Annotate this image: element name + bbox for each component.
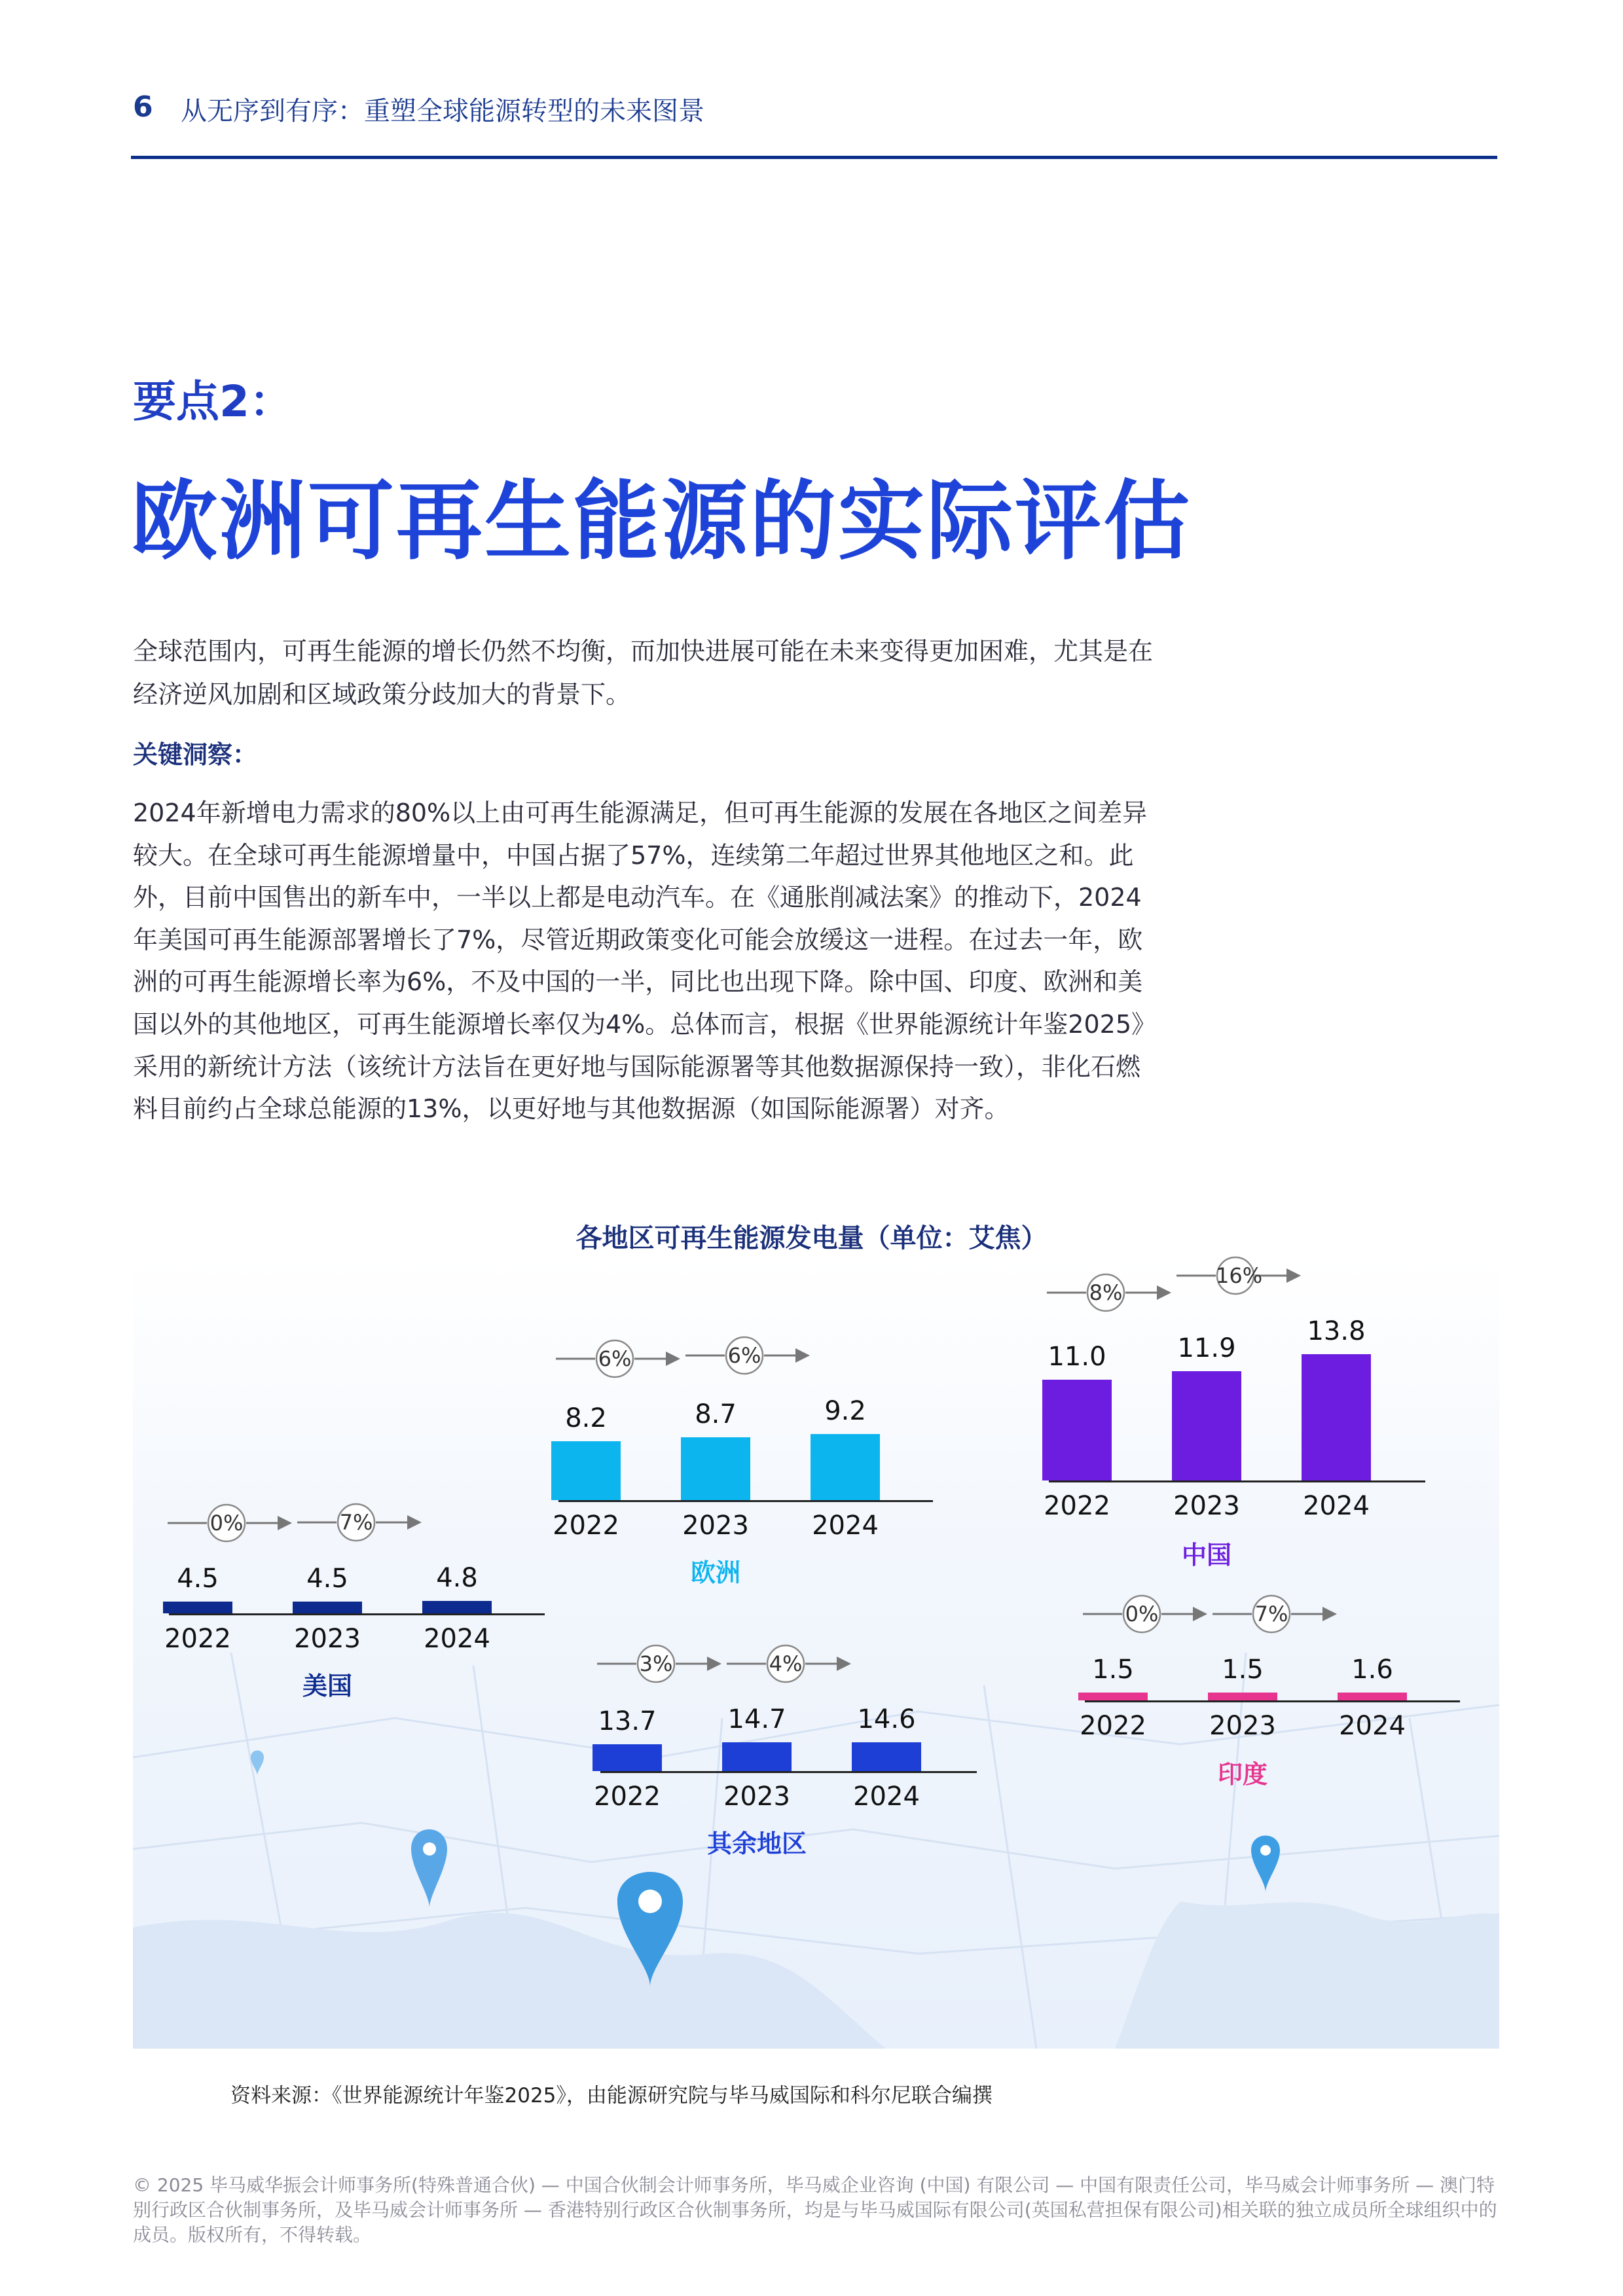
bar-us-2024 xyxy=(422,1601,492,1613)
value-label-us-2022: 4.5 xyxy=(177,1564,219,1594)
axis-line-rest xyxy=(600,1771,977,1773)
growth-indicator-us-2 xyxy=(337,1503,376,1542)
growth-indicator-europe-2 xyxy=(725,1336,764,1375)
year-label-rest-2023: 2023 xyxy=(723,1782,790,1812)
growth-label: 8% xyxy=(1089,1280,1123,1306)
year-label-rest-2024: 2024 xyxy=(853,1782,920,1812)
bar-china-2022 xyxy=(1042,1380,1112,1480)
page-number: 6 xyxy=(133,90,153,124)
growth-indicator-china-1 xyxy=(1086,1273,1125,1312)
region-label-us: 美国 xyxy=(302,1672,352,1700)
year-label-china-2023: 2023 xyxy=(1173,1491,1240,1521)
value-label-europe-2023: 8.7 xyxy=(695,1399,737,1430)
growth-indicator-us-1 xyxy=(207,1503,246,1543)
value-label-rest-2023: 14.7 xyxy=(727,1704,786,1734)
year-label-us-2022: 2022 xyxy=(164,1624,231,1654)
growth-indicator-rest-2 xyxy=(766,1644,805,1683)
bar-us-2023 xyxy=(293,1602,362,1613)
insights-heading: 关键洞察： xyxy=(133,740,258,769)
bar-rest-2024 xyxy=(852,1742,921,1771)
growth-label: 7% xyxy=(1254,1602,1288,1626)
intro-paragraph: 全球范围内，可再生能源的增长仍然不均衡，而加快进展可能在未来变得更加困难，尤其是在经济逆风加剧和区域政策分歧加大的背景下。 xyxy=(133,637,1154,709)
axis-line-china xyxy=(1049,1480,1425,1482)
value-label-europe-2022: 8.2 xyxy=(565,1403,607,1433)
bar-us-2022 xyxy=(163,1602,232,1613)
body-paragraph: 2024年新增电力需求的80%以上由可再生能源满足，但可再生能源的发展在各地区之间差异较大。在全球可再生能源增量中，中国占据了57%，连续第二年超过世界其他地区之和。此外，目前中国售出的新车中，一半以上都是电动汽车。在《通胀削减法案》的推动下，2024年美国可再生能源部署增长了7%，尽管近期政策变化可能会放缓这一进程。在过去一年，欧洲的可再生能源增长率为6%，不及中国的一半，同比也出现下降。除中国、印度、欧洲和美国以外的其他地区，可再生能源增长率仅为4%。总体而言，根据《世界能源统计年鉴2025》采用的新统计方法（该统计方法旨在更好地与国际能源署等其他数据源保持一致），非化石燃料目前约占全球总能源的13%，以更好地与其他数据源（如国际能源署）对齐。 xyxy=(133,798,1148,1124)
bar-europe-2022 xyxy=(551,1441,621,1500)
bar-rest-2023 xyxy=(722,1742,792,1771)
growth-indicator-rest-1 xyxy=(636,1644,676,1683)
region-label-europe: 欧洲 xyxy=(690,1558,740,1587)
growth-label: 0% xyxy=(1125,1602,1159,1626)
growth-indicator-india-2 xyxy=(1252,1594,1291,1634)
map-pin-icon xyxy=(1251,1836,1280,1893)
bar-india-2024 xyxy=(1338,1693,1407,1700)
value-label-us-2023: 4.5 xyxy=(306,1564,348,1594)
growth-indicator-india-1 xyxy=(1122,1594,1161,1634)
value-label-china-2024: 13.8 xyxy=(1307,1316,1366,1346)
value-label-india-2023: 1.5 xyxy=(1222,1655,1264,1685)
bar-china-2023 xyxy=(1172,1371,1241,1480)
axis-line-us xyxy=(169,1613,545,1615)
growth-label: 16% xyxy=(1216,1263,1263,1288)
year-label-india-2024: 2024 xyxy=(1339,1711,1406,1741)
bar-india-2023 xyxy=(1208,1693,1277,1700)
year-label-india-2023: 2023 xyxy=(1209,1711,1276,1741)
growth-label: 0% xyxy=(210,1511,244,1535)
growth-label: 6% xyxy=(727,1342,761,1368)
value-label-india-2022: 1.5 xyxy=(1092,1655,1134,1685)
bar-europe-2024 xyxy=(811,1434,880,1500)
value-label-us-2024: 4.8 xyxy=(436,1562,478,1593)
year-label-europe-2024: 2024 xyxy=(812,1511,879,1541)
region-label-rest: 其余地区 xyxy=(706,1829,807,1858)
header-divider xyxy=(131,156,1497,159)
growth-indicator-europe-1 xyxy=(595,1339,634,1378)
growth-label: 7% xyxy=(339,1509,373,1535)
growth-indicator-china-2 xyxy=(1216,1256,1263,1295)
year-label-us-2023: 2023 xyxy=(294,1624,361,1654)
copyright-footer: © 2025 毕马威华振会计师事务所(特殊普通合伙) — 中国合伙制会计师事务所，毕马威企业咨询 (中国) 有限公司 — 中国有限责任公司，毕马威会计师事务所 — 澳门特别行政区合伙制事务所，及毕马威会计师事务所 — 香港特别行政区合伙制事务所，均是与毕马威国际有限公司(英国私营担保有限公司)相关联的独立成员所全球组织中的成员。版权所有，不得转载。 xyxy=(133,2174,1497,2246)
axis-line-india xyxy=(1085,1700,1460,1702)
source-note: 资料来源：《世界能源统计年鉴2025》，由能源研究院与毕马威国际和科尔尼联合编撰 xyxy=(230,2084,993,2108)
bar-china-2024 xyxy=(1302,1354,1371,1480)
bar-india-2022 xyxy=(1078,1693,1148,1700)
year-label-india-2022: 2022 xyxy=(1080,1711,1146,1741)
growth-label: 4% xyxy=(769,1651,803,1676)
year-label-europe-2023: 2023 xyxy=(682,1511,749,1541)
region-label-india: 印度 xyxy=(1217,1760,1267,1789)
year-label-rest-2022: 2022 xyxy=(594,1782,661,1812)
year-label-china-2022: 2022 xyxy=(1044,1491,1110,1521)
bar-europe-2023 xyxy=(681,1437,750,1500)
chart-title: 各地区可再生能源发电量（单位：艾焦） xyxy=(575,1223,1048,1253)
axis-line-europe xyxy=(558,1500,933,1502)
page-title: 欧洲可再生能源的实际评估 xyxy=(131,471,1192,572)
map-pin-icon xyxy=(411,1829,447,1908)
year-label-us-2024: 2024 xyxy=(424,1624,490,1654)
running-header-title: 从无序到有序：重塑全球能源转型的未来图景 xyxy=(181,96,704,126)
region-label-china: 中国 xyxy=(1181,1541,1231,1570)
value-label-europe-2024: 9.2 xyxy=(824,1395,866,1426)
value-label-china-2022: 11.0 xyxy=(1048,1342,1106,1372)
growth-label: 6% xyxy=(598,1346,632,1372)
value-label-china-2023: 11.9 xyxy=(1177,1333,1236,1364)
year-label-europe-2022: 2022 xyxy=(553,1511,619,1541)
value-label-rest-2024: 14.6 xyxy=(857,1704,916,1735)
value-label-rest-2022: 13.7 xyxy=(598,1706,657,1736)
year-label-china-2024: 2024 xyxy=(1303,1491,1370,1521)
bar-rest-2022 xyxy=(593,1744,662,1771)
section-kicker: 要点2： xyxy=(133,376,293,427)
value-label-india-2024: 1.6 xyxy=(1351,1655,1393,1685)
growth-label: 3% xyxy=(639,1651,673,1676)
